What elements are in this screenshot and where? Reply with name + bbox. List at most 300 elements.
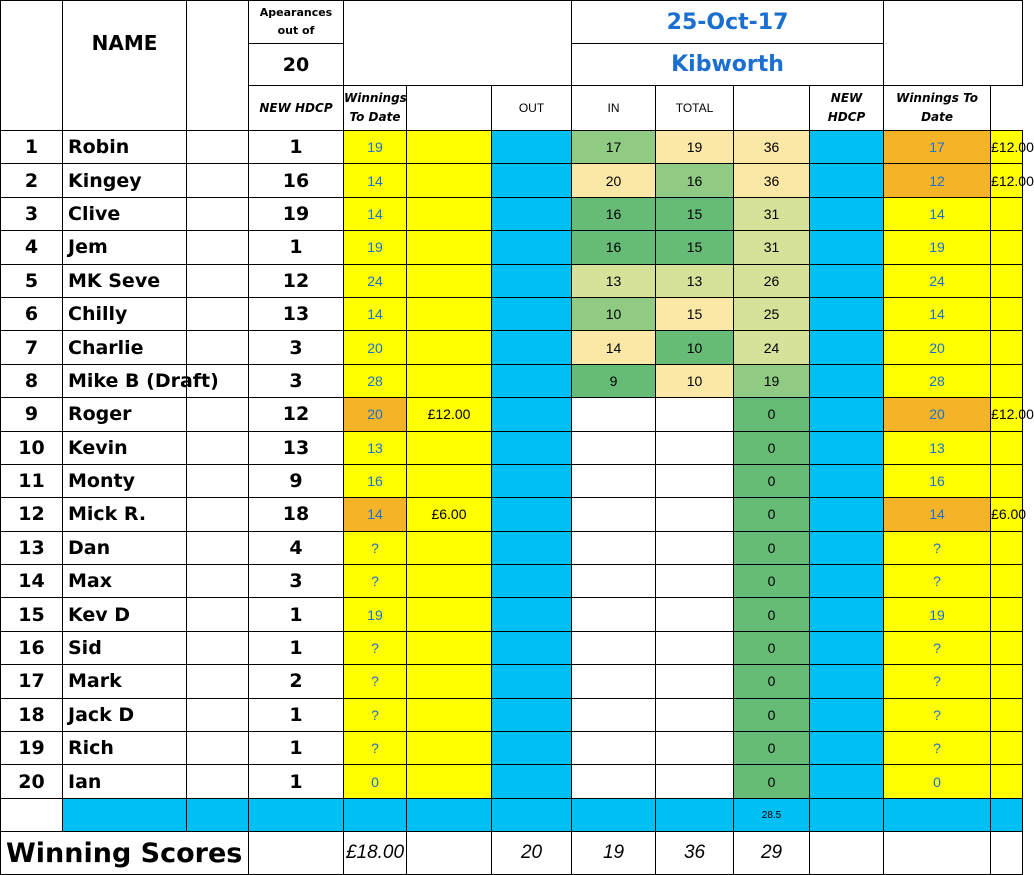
round-venue: Kibworth — [572, 44, 884, 86]
appearances-header: Apearances out of — [249, 1, 344, 44]
blank-header-3 — [884, 1, 1023, 86]
table-row — [1, 364, 1023, 397]
new-hdcp-cell: 13 — [344, 431, 407, 464]
out-header: OUT — [492, 86, 572, 131]
footer-in: 19 — [572, 832, 656, 875]
appearances-cell: 1 — [249, 131, 344, 164]
new-hdcp-cell: 20 — [344, 331, 407, 364]
blank-header-2 — [344, 1, 572, 86]
cyan-spacer — [492, 164, 572, 197]
row-number: 16 — [1, 631, 63, 664]
new-hdcp-cell-2: ? — [884, 631, 991, 664]
cyan-spacer — [492, 732, 572, 765]
row-number: 5 — [1, 264, 63, 297]
row-number: 14 — [1, 565, 63, 598]
total-score: 36 — [734, 131, 810, 164]
table-row — [1, 631, 1023, 664]
total-score: 0 — [734, 565, 810, 598]
cyan-spacer-2 — [810, 431, 884, 464]
appearances-cell: 1 — [249, 598, 344, 631]
appearances-cell: 1 — [249, 765, 344, 798]
row-number: 9 — [1, 398, 63, 431]
total-score: 36 — [734, 164, 810, 197]
footer-blank-3 — [810, 832, 884, 875]
table-row — [1, 598, 1023, 631]
appearances-cell: 13 — [249, 431, 344, 464]
total-score: 0 — [734, 431, 810, 464]
total-score: 0 — [734, 498, 810, 531]
row-number: 1 — [1, 131, 63, 164]
new-hdcp-cell-2: ? — [884, 565, 991, 598]
winnings-cell — [407, 698, 492, 731]
footer-winnings: £18.00 — [344, 832, 407, 875]
winnings-cell — [407, 264, 492, 297]
row-number: 7 — [1, 331, 63, 364]
blank-cell — [187, 498, 249, 531]
in-header: IN — [572, 86, 656, 131]
new-hdcp-header-2: NEW HDCP — [810, 86, 884, 131]
blank-cell — [187, 464, 249, 497]
new-hdcp-cell: 14 — [344, 197, 407, 230]
in-score: 15 — [656, 231, 734, 264]
player-name: Jem — [63, 231, 187, 264]
cyan-spacer — [492, 231, 572, 264]
row-number: 8 — [1, 364, 63, 397]
winnings-cell — [407, 131, 492, 164]
cyan-spacer-2 — [810, 732, 884, 765]
winnings-cell-2: £12.00 — [991, 164, 1023, 197]
table-row — [1, 264, 1023, 297]
winnings-cell-2 — [991, 631, 1023, 664]
table-row — [1, 331, 1023, 364]
cyan-spacer — [492, 631, 572, 664]
row-number: 10 — [1, 431, 63, 464]
blank-cell — [187, 131, 249, 164]
cyan-spacer-2 — [810, 631, 884, 664]
row-number: 11 — [1, 464, 63, 497]
blank-cell — [187, 231, 249, 264]
winnings-cell-2 — [991, 665, 1023, 698]
new-hdcp-cell: ? — [344, 631, 407, 664]
cyan-spacer-2 — [810, 464, 884, 497]
appearances-cell: 3 — [249, 565, 344, 598]
blank-cell — [187, 665, 249, 698]
blank-cell — [187, 431, 249, 464]
cyan-spacer-2 — [810, 231, 884, 264]
new-hdcp-cell: 16 — [344, 464, 407, 497]
winnings-cell-2 — [991, 565, 1023, 598]
table-row — [1, 164, 1023, 197]
new-hdcp-cell: 0 — [344, 765, 407, 798]
out-score: 16 — [572, 197, 656, 230]
total-score: 0 — [734, 464, 810, 497]
winnings-cell-2 — [991, 698, 1023, 731]
cyan-spacer — [492, 464, 572, 497]
in-score — [656, 565, 734, 598]
new-hdcp-cell-2: 20 — [884, 398, 991, 431]
total-score: 31 — [734, 231, 810, 264]
cyan-spacer-2 — [810, 531, 884, 564]
cyan-spacer-2 — [810, 598, 884, 631]
cyan-spacer-2 — [810, 698, 884, 731]
player-name: Chilly — [63, 297, 187, 330]
corner-cell — [1, 1, 63, 131]
new-hdcp-cell: 19 — [344, 598, 407, 631]
table-row — [1, 431, 1023, 464]
cyan-spacer — [492, 498, 572, 531]
player-name: Sid — [63, 631, 187, 664]
row-number: 20 — [1, 765, 63, 798]
winnings-cell — [407, 464, 492, 497]
out-score — [572, 698, 656, 731]
new-hdcp-cell: ? — [344, 565, 407, 598]
new-hdcp-cell-2: ? — [884, 665, 991, 698]
name-header: NAME — [63, 1, 187, 86]
out-score: 20 — [572, 164, 656, 197]
new-hdcp-cell: 14 — [344, 498, 407, 531]
total-score: 0 — [734, 732, 810, 765]
table-row — [1, 398, 1023, 431]
blank-cell — [187, 732, 249, 765]
new-hdcp-cell-2: 13 — [884, 431, 991, 464]
cyan-spacer — [492, 398, 572, 431]
blank-cell — [187, 297, 249, 330]
total-score: 0 — [734, 698, 810, 731]
in-score: 13 — [656, 264, 734, 297]
winnings-cell — [407, 297, 492, 330]
winnings-cell — [407, 665, 492, 698]
footer-blank-1 — [249, 832, 344, 875]
new-hdcp-cell: 19 — [344, 231, 407, 264]
out-score — [572, 565, 656, 598]
row-number: 19 — [1, 732, 63, 765]
out-score — [572, 464, 656, 497]
new-hdcp-cell-2: ? — [884, 698, 991, 731]
in-score: 10 — [656, 331, 734, 364]
total-score: 0 — [734, 598, 810, 631]
cyan-spacer — [492, 665, 572, 698]
cyan-spacer — [492, 431, 572, 464]
player-name: Mark — [63, 665, 187, 698]
blank-cyan-header — [407, 86, 492, 131]
table-row — [1, 297, 1023, 330]
winnings-cell-2 — [991, 364, 1023, 397]
winnings-cell — [407, 331, 492, 364]
out-score — [572, 531, 656, 564]
in-score — [656, 765, 734, 798]
player-name: Mike B (Draft) — [63, 364, 187, 397]
appearances-cell: 1 — [249, 631, 344, 664]
winnings-cell: £6.00 — [407, 498, 492, 531]
new-hdcp-cell: 19 — [344, 131, 407, 164]
player-name: Ian — [63, 765, 187, 798]
new-hdcp-cell-2: 0 — [884, 765, 991, 798]
blank-cell — [187, 631, 249, 664]
out-score — [572, 631, 656, 664]
in-score: 15 — [656, 197, 734, 230]
winnings-cell — [407, 164, 492, 197]
in-score — [656, 531, 734, 564]
cyan-spacer-2 — [810, 197, 884, 230]
winnings-cell — [407, 197, 492, 230]
new-hdcp-cell-2: 16 — [884, 464, 991, 497]
new-hdcp-header: NEW HDCP — [249, 86, 344, 131]
cyan-spacer — [492, 698, 572, 731]
new-hdcp-cell-2: 19 — [884, 231, 991, 264]
in-score — [656, 464, 734, 497]
in-score — [656, 732, 734, 765]
winnings-cell-2 — [991, 531, 1023, 564]
new-hdcp-cell-2: 19 — [884, 598, 991, 631]
appearances-cell: 19 — [249, 197, 344, 230]
row-number: 2 — [1, 164, 63, 197]
new-hdcp-cell-2: 14 — [884, 498, 991, 531]
appearances-cell: 1 — [249, 732, 344, 765]
blank-cell — [187, 264, 249, 297]
cyan-spacer — [492, 297, 572, 330]
footer-extra: 29 — [734, 832, 810, 875]
player-name: Kev D — [63, 598, 187, 631]
appearances-cell: 2 — [249, 665, 344, 698]
player-name: Max — [63, 565, 187, 598]
winnings-cell-2 — [991, 197, 1023, 230]
winnings-cell-2: £12.00 — [991, 398, 1023, 431]
player-name: Dan — [63, 531, 187, 564]
new-hdcp-cell-2: 24 — [884, 264, 991, 297]
blank-header — [187, 1, 249, 131]
player-name: MK Seve — [63, 264, 187, 297]
cyan-spacer-2 — [810, 364, 884, 397]
winnings-cell-2: £12.00 — [991, 131, 1023, 164]
player-name: Jack D — [63, 698, 187, 731]
out-score — [572, 598, 656, 631]
winnings-cell — [407, 431, 492, 464]
table-row — [1, 698, 1023, 731]
cyan-spacer — [492, 331, 572, 364]
new-hdcp-cell: 14 — [344, 297, 407, 330]
winnings-cell-2 — [991, 431, 1023, 464]
row-number: 3 — [1, 197, 63, 230]
footer-blank-4 — [884, 832, 991, 875]
out-score: 16 — [572, 231, 656, 264]
in-score: 10 — [656, 364, 734, 397]
blank-cell — [187, 164, 249, 197]
cyan-spacer-2 — [810, 264, 884, 297]
table-row — [1, 765, 1023, 798]
new-hdcp-cell-2: 12 — [884, 164, 991, 197]
winnings-cell — [407, 631, 492, 664]
winnings-header-2: Winnings To Date — [884, 86, 991, 131]
blank-cell — [187, 531, 249, 564]
out-score: 9 — [572, 364, 656, 397]
blank-cell — [187, 765, 249, 798]
player-rows — [1, 131, 1034, 799]
new-hdcp-cell-2: 14 — [884, 197, 991, 230]
new-hdcp-cell: ? — [344, 665, 407, 698]
total-score: 31 — [734, 197, 810, 230]
round-date: 25-Oct-17 — [572, 1, 884, 44]
in-score: 15 — [656, 297, 734, 330]
winnings-cell-2 — [991, 231, 1023, 264]
table-row — [1, 732, 1023, 765]
total-score: 25 — [734, 297, 810, 330]
in-score — [656, 698, 734, 731]
total-score: 26 — [734, 264, 810, 297]
appearances-count: 20 — [249, 44, 344, 86]
footer-blank-2 — [407, 832, 492, 875]
player-name: Roger — [63, 398, 187, 431]
out-score: 17 — [572, 131, 656, 164]
in-score — [656, 665, 734, 698]
in-score — [656, 498, 734, 531]
appearances-cell: 12 — [249, 398, 344, 431]
player-name: Clive — [63, 197, 187, 230]
in-score: 16 — [656, 164, 734, 197]
cyan-spacer — [492, 531, 572, 564]
new-hdcp-cell-2: 14 — [884, 297, 991, 330]
footer-blank-5 — [991, 832, 1023, 875]
cyan-spacer-2 — [810, 131, 884, 164]
in-score — [656, 431, 734, 464]
new-hdcp-cell: ? — [344, 698, 407, 731]
winnings-cell-2: £6.00 — [991, 498, 1023, 531]
winnings-cell-2 — [991, 598, 1023, 631]
out-score: 14 — [572, 331, 656, 364]
winnings-cell — [407, 565, 492, 598]
total-header: TOTAL — [656, 86, 734, 131]
player-name: Mick R. — [63, 498, 187, 531]
average-total: 28.5 — [734, 798, 810, 831]
cyan-spacer-2 — [810, 765, 884, 798]
appearances-cell: 3 — [249, 331, 344, 364]
table-row — [1, 498, 1023, 531]
total-score: 24 — [734, 331, 810, 364]
cyan-spacer-2 — [810, 398, 884, 431]
cyan-spacer — [492, 565, 572, 598]
average-row — [1, 798, 1023, 831]
appearances-cell: 1 — [249, 231, 344, 264]
appearances-cell: 13 — [249, 297, 344, 330]
table-row — [1, 665, 1023, 698]
new-hdcp-cell-2: ? — [884, 531, 991, 564]
winnings-cell — [407, 598, 492, 631]
new-hdcp-cell: 24 — [344, 264, 407, 297]
table-row — [1, 565, 1023, 598]
winnings-header: Winnings To Date — [344, 86, 407, 131]
appearances-cell: 4 — [249, 531, 344, 564]
cyan-spacer — [492, 765, 572, 798]
row-number: 15 — [1, 598, 63, 631]
total-score: 0 — [734, 631, 810, 664]
row-number: 17 — [1, 665, 63, 698]
row-number: 18 — [1, 698, 63, 731]
winnings-cell — [407, 732, 492, 765]
winning-scores-label: Winning Scores — [1, 832, 249, 875]
total-score: 0 — [734, 665, 810, 698]
winnings-cell-2 — [991, 264, 1023, 297]
winnings-cell — [407, 231, 492, 264]
table-row — [1, 231, 1023, 264]
cyan-spacer-2 — [810, 665, 884, 698]
total-score: 0 — [734, 765, 810, 798]
out-score — [572, 398, 656, 431]
out-score — [572, 732, 656, 765]
new-hdcp-cell-2: 28 — [884, 364, 991, 397]
new-hdcp-cell: ? — [344, 531, 407, 564]
cyan-spacer-2 — [810, 565, 884, 598]
new-hdcp-cell: 20 — [344, 398, 407, 431]
winnings-cell — [407, 364, 492, 397]
appearances-cell: 1 — [249, 698, 344, 731]
blank-cell — [187, 598, 249, 631]
cyan-spacer-2 — [810, 297, 884, 330]
blank-header-4 — [734, 86, 810, 131]
cyan-spacer — [492, 264, 572, 297]
winnings-cell-2 — [991, 297, 1023, 330]
winnings-cell-2 — [991, 464, 1023, 497]
winnings-cell-2 — [991, 765, 1023, 798]
table-row — [1, 197, 1023, 230]
winnings-cell — [407, 531, 492, 564]
new-hdcp-cell-2: 20 — [884, 331, 991, 364]
table-row — [1, 531, 1023, 564]
cyan-spacer-2 — [810, 498, 884, 531]
appearances-cell: 16 — [249, 164, 344, 197]
cyan-spacer — [492, 131, 572, 164]
row-number: 12 — [1, 498, 63, 531]
blank-cell — [187, 197, 249, 230]
appearances-cell: 18 — [249, 498, 344, 531]
new-hdcp-cell: 14 — [344, 164, 407, 197]
out-score: 13 — [572, 264, 656, 297]
row-number: 13 — [1, 531, 63, 564]
player-name: Robin — [63, 131, 187, 164]
cyan-spacer-2 — [810, 331, 884, 364]
new-hdcp-cell: ? — [344, 732, 407, 765]
blank-cell — [187, 398, 249, 431]
new-hdcp-cell-2: 17 — [884, 131, 991, 164]
appearances-cell: 12 — [249, 264, 344, 297]
blank-cell — [187, 331, 249, 364]
total-score: 19 — [734, 364, 810, 397]
in-score: 19 — [656, 131, 734, 164]
player-name: Charlie — [63, 331, 187, 364]
cyan-spacer-2 — [810, 164, 884, 197]
winnings-cell — [407, 765, 492, 798]
player-name: Rich — [63, 732, 187, 765]
new-hdcp-cell-2: ? — [884, 732, 991, 765]
table-row — [1, 464, 1023, 497]
new-hdcp-cell: 28 — [344, 364, 407, 397]
blank-cell — [187, 565, 249, 598]
footer-total: 36 — [656, 832, 734, 875]
out-score — [572, 498, 656, 531]
row-number: 4 — [1, 231, 63, 264]
in-score — [656, 398, 734, 431]
total-score: 0 — [734, 398, 810, 431]
blank-cell — [187, 698, 249, 731]
out-score — [572, 431, 656, 464]
winnings-cell-2 — [991, 732, 1023, 765]
row-number: 6 — [1, 297, 63, 330]
in-score — [656, 598, 734, 631]
winning-scores-row — [1, 832, 1023, 875]
cyan-spacer — [492, 598, 572, 631]
in-score — [656, 631, 734, 664]
winnings-cell: £12.00 — [407, 398, 492, 431]
appearances-cell: 3 — [249, 364, 344, 397]
player-name: Monty — [63, 464, 187, 497]
